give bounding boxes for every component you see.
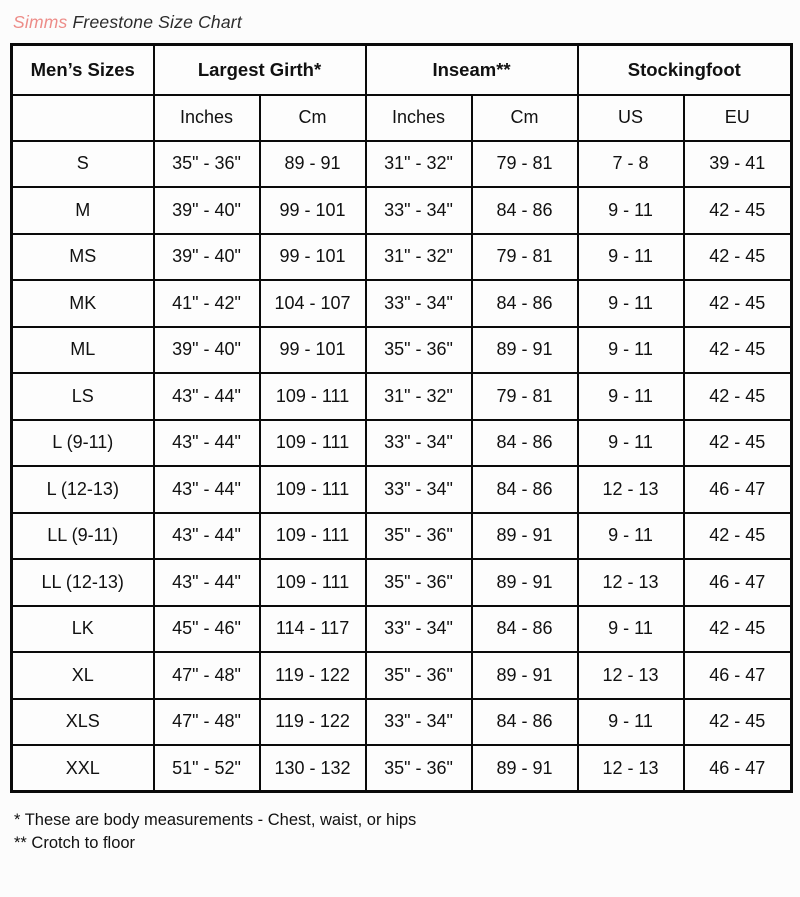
measurement-cell: 45" - 46" — [154, 606, 260, 653]
footnote-body-measurements: * These are body measurements - Chest, waist, or hips — [14, 811, 417, 829]
footnotes — [14, 809, 790, 856]
measurement-cell: 42 - 45 — [684, 513, 792, 560]
table-row — [12, 699, 792, 746]
measurement-cell: 42 - 45 — [684, 606, 792, 653]
size-label-cell: XXL — [12, 745, 154, 792]
measurement-cell: 33" - 34" — [366, 420, 472, 467]
size-label-cell: MK — [12, 280, 154, 327]
measurement-cell: 35" - 36" — [366, 652, 472, 699]
size-label-cell: MS — [12, 234, 154, 281]
measurement-cell: 9 - 11 — [578, 420, 684, 467]
measurement-cell: 9 - 11 — [578, 699, 684, 746]
table-row — [12, 141, 792, 188]
table-row — [12, 187, 792, 234]
measurement-cell: 12 - 13 — [578, 652, 684, 699]
chart-title-text: Freestone Size Chart — [67, 12, 242, 32]
measurement-cell: 42 - 45 — [684, 187, 792, 234]
measurement-cell: 89 - 91 — [472, 745, 578, 792]
measurement-cell: 9 - 11 — [578, 606, 684, 653]
measurement-cell: 39" - 40" — [154, 234, 260, 281]
measurement-cell: 12 - 13 — [578, 745, 684, 792]
table-row — [12, 420, 792, 467]
measurement-cell: 31" - 32" — [366, 373, 472, 420]
measurement-cell: 46 - 47 — [684, 466, 792, 513]
measurement-cell: 33" - 34" — [366, 280, 472, 327]
measurement-cell: 31" - 32" — [366, 234, 472, 281]
measurement-cell: 33" - 34" — [366, 699, 472, 746]
measurement-cell: 119 - 122 — [260, 652, 366, 699]
measurement-cell: 31" - 32" — [366, 141, 472, 188]
measurement-cell: 79 - 81 — [472, 234, 578, 281]
size-label-cell: XLS — [12, 699, 154, 746]
table-row — [12, 327, 792, 374]
table-row — [12, 234, 792, 281]
measurement-cell: 9 - 11 — [578, 373, 684, 420]
subheader-inseam-inches: Inches — [366, 95, 472, 141]
measurement-cell: 89 - 91 — [472, 652, 578, 699]
measurement-cell: 89 - 91 — [472, 559, 578, 606]
measurement-cell: 84 - 86 — [472, 187, 578, 234]
measurement-cell: 99 - 101 — [260, 234, 366, 281]
measurement-cell: 47" - 48" — [154, 652, 260, 699]
measurement-cell: 12 - 13 — [578, 466, 684, 513]
measurement-cell: 109 - 111 — [260, 513, 366, 560]
subheader-row — [12, 95, 792, 141]
measurement-cell: 84 - 86 — [472, 699, 578, 746]
measurement-cell: 43" - 44" — [154, 513, 260, 560]
subheader-inseam-cm: Cm — [472, 95, 578, 141]
measurement-cell: 51" - 52" — [154, 745, 260, 792]
measurement-cell: 99 - 101 — [260, 327, 366, 374]
measurement-cell: 109 - 111 — [260, 466, 366, 513]
measurement-cell: 109 - 111 — [260, 420, 366, 467]
column-group-largest-girth: Largest Girth* — [154, 45, 366, 95]
measurement-cell: 35" - 36" — [366, 327, 472, 374]
measurement-cell: 84 - 86 — [472, 466, 578, 513]
measurement-cell: 43" - 44" — [154, 373, 260, 420]
measurement-cell: 7 - 8 — [578, 141, 684, 188]
size-label-cell: LK — [12, 606, 154, 653]
measurement-cell: 35" - 36" — [366, 745, 472, 792]
measurement-cell: 42 - 45 — [684, 234, 792, 281]
size-label-cell: M — [12, 187, 154, 234]
measurement-cell: 35" - 36" — [366, 513, 472, 560]
measurement-cell: 114 - 117 — [260, 606, 366, 653]
measurement-cell: 39" - 40" — [154, 327, 260, 374]
measurement-cell: 9 - 11 — [578, 513, 684, 560]
table-row — [12, 513, 792, 560]
table-row — [12, 280, 792, 327]
measurement-cell: 104 - 107 — [260, 280, 366, 327]
size-label-cell: S — [12, 141, 154, 188]
table-row — [12, 373, 792, 420]
measurement-cell: 42 - 45 — [684, 327, 792, 374]
table-row — [12, 745, 792, 792]
measurement-cell: 33" - 34" — [366, 466, 472, 513]
table-row — [12, 466, 792, 513]
measurement-cell: 47" - 48" — [154, 699, 260, 746]
measurement-cell: 39" - 40" — [154, 187, 260, 234]
measurement-cell: 46 - 47 — [684, 652, 792, 699]
measurement-cell: 99 - 101 — [260, 187, 366, 234]
size-label-cell: XL — [12, 652, 154, 699]
measurement-cell: 46 - 47 — [684, 559, 792, 606]
measurement-cell: 43" - 44" — [154, 420, 260, 467]
footnote-crotch-to-floor: ** Crotch to floor — [14, 834, 136, 853]
measurement-cell: 109 - 111 — [260, 373, 366, 420]
column-group-mens-sizes: Men’s Sizes — [12, 45, 154, 95]
measurement-cell: 89 - 91 — [260, 141, 366, 188]
measurement-cell: 9 - 11 — [578, 187, 684, 234]
size-label-cell: ML — [12, 327, 154, 374]
header-group-row — [12, 45, 792, 95]
subheader-empty — [12, 95, 154, 141]
measurement-cell: 42 - 45 — [684, 699, 792, 746]
size-chart-table — [10, 43, 793, 793]
measurement-cell: 35" - 36" — [154, 141, 260, 188]
measurement-cell: 84 - 86 — [472, 280, 578, 327]
page-title — [10, 10, 790, 43]
measurement-cell: 79 - 81 — [472, 373, 578, 420]
measurement-cell: 79 - 81 — [472, 141, 578, 188]
column-group-stockingfoot: Stockingfoot — [578, 45, 792, 95]
column-group-inseam: Inseam** — [366, 45, 578, 95]
measurement-cell: 9 - 11 — [578, 327, 684, 374]
subheader-girth-cm: Cm — [260, 95, 366, 141]
measurement-cell: 130 - 132 — [260, 745, 366, 792]
measurement-cell: 9 - 11 — [578, 280, 684, 327]
measurement-cell: 43" - 44" — [154, 466, 260, 513]
measurement-cell: 12 - 13 — [578, 559, 684, 606]
measurement-cell: 89 - 91 — [472, 327, 578, 374]
measurement-cell: 39 - 41 — [684, 141, 792, 188]
size-label-cell: LL (9-11) — [12, 513, 154, 560]
measurement-cell: 46 - 47 — [684, 745, 792, 792]
subheader-stockingfoot-us: US — [578, 95, 684, 141]
size-label-cell: L (12-13) — [12, 466, 154, 513]
measurement-cell: 89 - 91 — [472, 513, 578, 560]
measurement-cell: 42 - 45 — [684, 280, 792, 327]
measurement-cell: 84 - 86 — [472, 606, 578, 653]
measurement-cell: 109 - 111 — [260, 559, 366, 606]
size-label-cell: LS — [12, 373, 154, 420]
table-row — [12, 652, 792, 699]
measurement-cell: 42 - 45 — [684, 373, 792, 420]
measurement-cell: 42 - 45 — [684, 420, 792, 467]
subheader-stockingfoot-eu: EU — [684, 95, 792, 141]
table-row — [12, 606, 792, 653]
measurement-cell: 43" - 44" — [154, 559, 260, 606]
measurement-cell: 41" - 42" — [154, 280, 260, 327]
size-label-cell: L (9-11) — [12, 420, 154, 467]
size-table-body — [12, 141, 792, 792]
measurement-cell: 33" - 34" — [366, 606, 472, 653]
measurement-cell: 9 - 11 — [578, 234, 684, 281]
measurement-cell: 119 - 122 — [260, 699, 366, 746]
table-row — [12, 559, 792, 606]
measurement-cell: 84 - 86 — [472, 420, 578, 467]
subheader-girth-inches: Inches — [154, 95, 260, 141]
measurement-cell: 33" - 34" — [366, 187, 472, 234]
measurement-cell: 35" - 36" — [366, 559, 472, 606]
size-label-cell: LL (12-13) — [12, 559, 154, 606]
brand-name: Simms — [13, 12, 68, 32]
